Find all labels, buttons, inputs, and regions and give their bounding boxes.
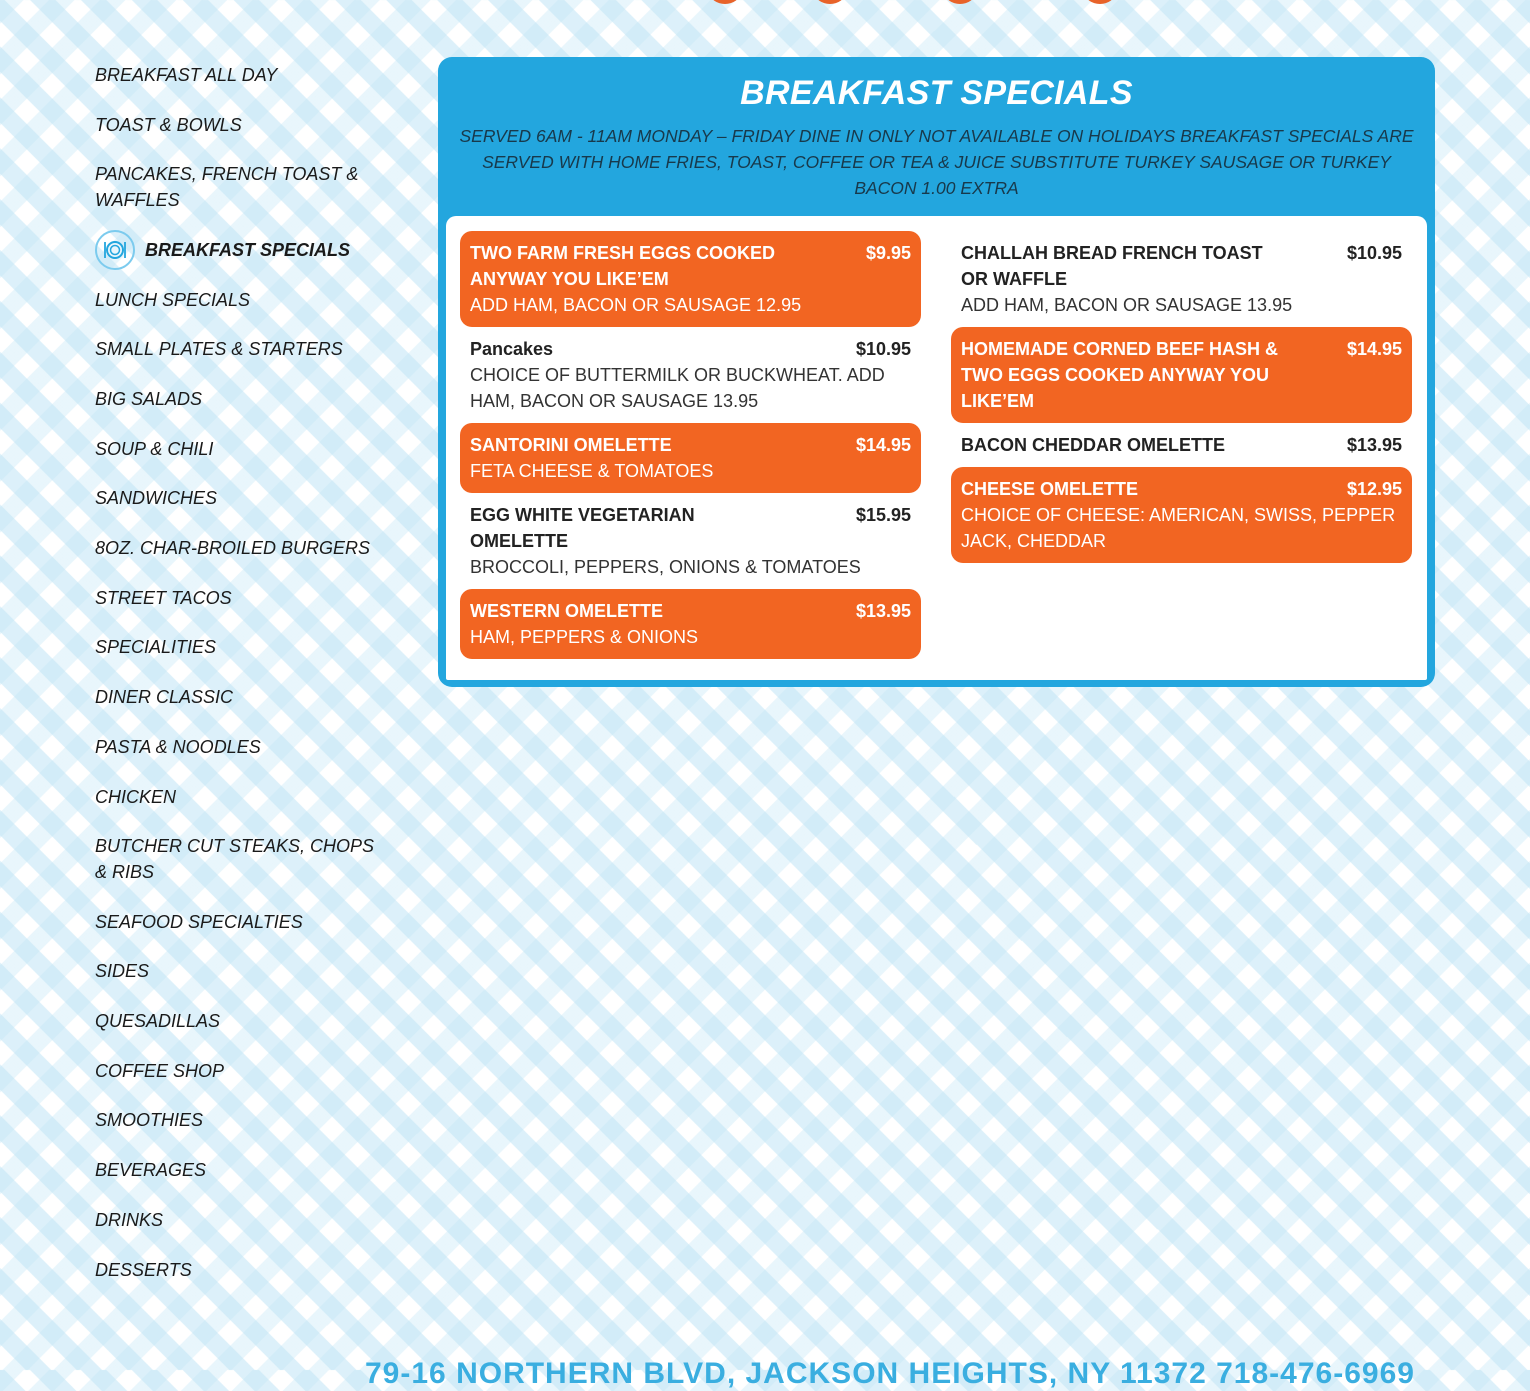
- menu-item-price: $15.95: [855, 505, 911, 525]
- sidebar-item-label: SPECIALITIES: [95, 637, 217, 657]
- menu-item-header: [470, 336, 911, 362]
- sidebar-item[interactable]: [95, 535, 385, 561]
- menu-item-header: [961, 240, 1402, 292]
- sidebar-item[interactable]: [95, 62, 385, 88]
- sidebar-item-label: SANDWICHES: [95, 488, 218, 508]
- header-logo-decoration: [700, 0, 1140, 4]
- menu-item-description: BROCCOLI, PEPPERS, ONIONS & TOMATOES: [470, 557, 861, 577]
- sidebar-item[interactable]: [95, 1207, 385, 1233]
- footer-address: 79-16 NORTHERN BLVD, JACKSON HEIGHTS, NY 11372 718-476-6969: [365, 1357, 1415, 1390]
- menu-item-price: $14.95: [855, 435, 911, 455]
- menu-section-header: [438, 57, 1435, 201]
- menu-item: [460, 327, 921, 423]
- sidebar-item-label: STREET TACOS: [95, 588, 232, 608]
- sidebar-item-label: SOUP & CHILI: [95, 439, 214, 459]
- menu-item-header: [961, 336, 1402, 414]
- sidebar-item-label: BREAKFAST ALL DAY: [95, 65, 278, 85]
- sidebar-item-label: QUESADILLAS: [95, 1011, 221, 1031]
- menu-item: [460, 589, 921, 659]
- menu-item: [951, 467, 1412, 563]
- sidebar-item[interactable]: [95, 485, 385, 511]
- sidebar-item-label: SMALL PLATES & STARTERS: [95, 339, 343, 359]
- menu-item: [460, 493, 921, 589]
- menu-item-header: [961, 476, 1402, 502]
- sidebar-item[interactable]: [95, 958, 385, 984]
- sidebar-item[interactable]: [95, 287, 385, 313]
- sidebar-item[interactable]: [95, 436, 385, 462]
- sidebar-item-label: DRINKS: [95, 1210, 164, 1230]
- menu-item: [460, 231, 921, 327]
- sidebar-item-label: SMOOTHIES: [95, 1110, 204, 1130]
- menu-item-description: ADD HAM, BACON OR SAUSAGE 12.95: [470, 295, 802, 315]
- menu-item-description: FETA CHEESE & TOMATOES: [470, 461, 714, 481]
- sidebar-item[interactable]: [95, 386, 385, 412]
- sidebar-item[interactable]: [95, 1257, 385, 1283]
- menu-column-left: [460, 231, 921, 659]
- menu-item-description: HAM, PEPPERS & ONIONS: [470, 627, 699, 647]
- menu-item: [951, 327, 1412, 423]
- sidebar-item-label: CHICKEN: [95, 787, 177, 807]
- sidebar-item-label: LUNCH SPECIALS: [95, 290, 251, 310]
- sidebar-item-label: BREAKFAST SPECIALS: [145, 240, 351, 260]
- sidebar-item-label: BUTCHER CUT STEAKS, CHOPS & RIBS: [95, 836, 375, 882]
- menu-item: [951, 423, 1412, 467]
- sidebar-item[interactable]: [95, 833, 385, 885]
- sidebar-item-label: PANCAKES, FRENCH TOAST & WAFFLES: [95, 164, 359, 210]
- sidebar-item-label: SIDES: [95, 961, 150, 981]
- menu-item-price: $10.95: [855, 339, 911, 359]
- menu-item-name: WESTERN OMELETTE: [470, 601, 663, 621]
- sidebar-item-label: PASTA & NOODLES: [95, 737, 261, 757]
- sidebar-item[interactable]: [95, 634, 385, 660]
- sidebar-item-label: DESSERTS: [95, 1260, 192, 1280]
- menu-item-name: CHEESE OMELETTE: [961, 479, 1139, 499]
- sidebar-item-label: COFFEE SHOP: [95, 1061, 225, 1081]
- menu-item-header: [470, 502, 911, 554]
- sidebar-item[interactable]: [95, 1008, 385, 1034]
- menu-item: [951, 231, 1412, 327]
- menu-item: [460, 423, 921, 493]
- menu-item-price: $13.95: [855, 601, 911, 621]
- sidebar-item-label: SEAFOOD SPECIALTIES: [95, 912, 303, 932]
- plate-icon: [95, 230, 135, 270]
- sidebar-item[interactable]: [95, 585, 385, 611]
- sidebar-item[interactable]: [95, 161, 385, 213]
- menu-item-price: $9.95: [865, 243, 911, 263]
- menu-section-description: SERVED 6AM - 11AM MONDAY – FRIDAY DINE IN ONLY NOT AVAILABLE ON HOLIDAYS BREAKFAST SPECIALS ARE SERVED WITH HOME FRIES, TOAST, COFFEE OR TEA & JUICE SUBSTITUTE TURKEY SAUSAGE OR TURKEY BACON 1.00 EXTRA: [459, 126, 1414, 198]
- sidebar-item[interactable]: [95, 909, 385, 935]
- menu-item-price: $12.95: [1346, 479, 1402, 499]
- sidebar-item[interactable]: [95, 1058, 385, 1084]
- sidebar-item[interactable]: [95, 1107, 385, 1133]
- menu-item-name: EGG WHITE VEGETARIAN OMELETTE: [470, 505, 695, 551]
- menu-item-header: [470, 432, 911, 458]
- menu-item-description: CHOICE OF BUTTERMILK OR BUCKWHEAT. ADD HAM, BACON OR SAUSAGE 13.95: [470, 365, 885, 411]
- menu-item-name: BACON CHEDDAR OMELETTE: [961, 435, 1225, 455]
- menu-item-price: $10.95: [1346, 243, 1402, 263]
- menu-item-name: CHALLAH BREAD FRENCH TOAST OR WAFFLE: [961, 243, 1263, 289]
- sidebar-item-label: DINER CLASSIC: [95, 687, 234, 707]
- menu-item-price: $13.95: [1346, 435, 1402, 455]
- sidebar-item[interactable]: [95, 1157, 385, 1183]
- menu-item-name: SANTORINI OMELETTE: [470, 435, 672, 455]
- menu-item-header: [470, 598, 911, 624]
- menu-item-name: TWO FARM FRESH EGGS COOKED ANYWAY YOU LIKE’EM: [470, 243, 776, 289]
- sidebar-item[interactable]: [95, 112, 385, 138]
- menu-item-name: Pancakes: [470, 339, 554, 359]
- sidebar-item[interactable]: [95, 734, 385, 760]
- sidebar-item[interactable]: [95, 684, 385, 710]
- menu-item-name: HOMEMADE CORNED BEEF HASH & TWO EGGS COOKED ANYWAY YOU LIKE’EM: [961, 339, 1279, 411]
- menu-item-header: [961, 432, 1402, 458]
- menu-column-right: [951, 231, 1412, 563]
- menu-item-header: [470, 240, 911, 292]
- sidebar-item[interactable]: [95, 230, 385, 270]
- menu-item-price: $14.95: [1346, 339, 1402, 359]
- menu-section-title: BREAKFAST SPECIALS: [740, 74, 1133, 112]
- menu-section-card: [438, 57, 1435, 687]
- sidebar-item-label: BIG SALADS: [95, 389, 203, 409]
- sidebar-item[interactable]: [95, 784, 385, 810]
- sidebar-item-label: TOAST & BOWLS: [95, 115, 242, 135]
- sidebar-item-label: BEVERAGES: [95, 1160, 207, 1180]
- menu-items-panel: [446, 216, 1427, 680]
- sidebar-item[interactable]: [95, 336, 385, 362]
- sidebar-item-label: 8OZ. CHAR-BROILED BURGERS: [95, 538, 371, 558]
- menu-item-description: ADD HAM, BACON OR SAUSAGE 13.95: [961, 295, 1293, 315]
- menu-item-description: CHOICE OF CHEESE: AMERICAN, SWISS, PEPPER JACK, CHEDDAR: [961, 505, 1396, 551]
